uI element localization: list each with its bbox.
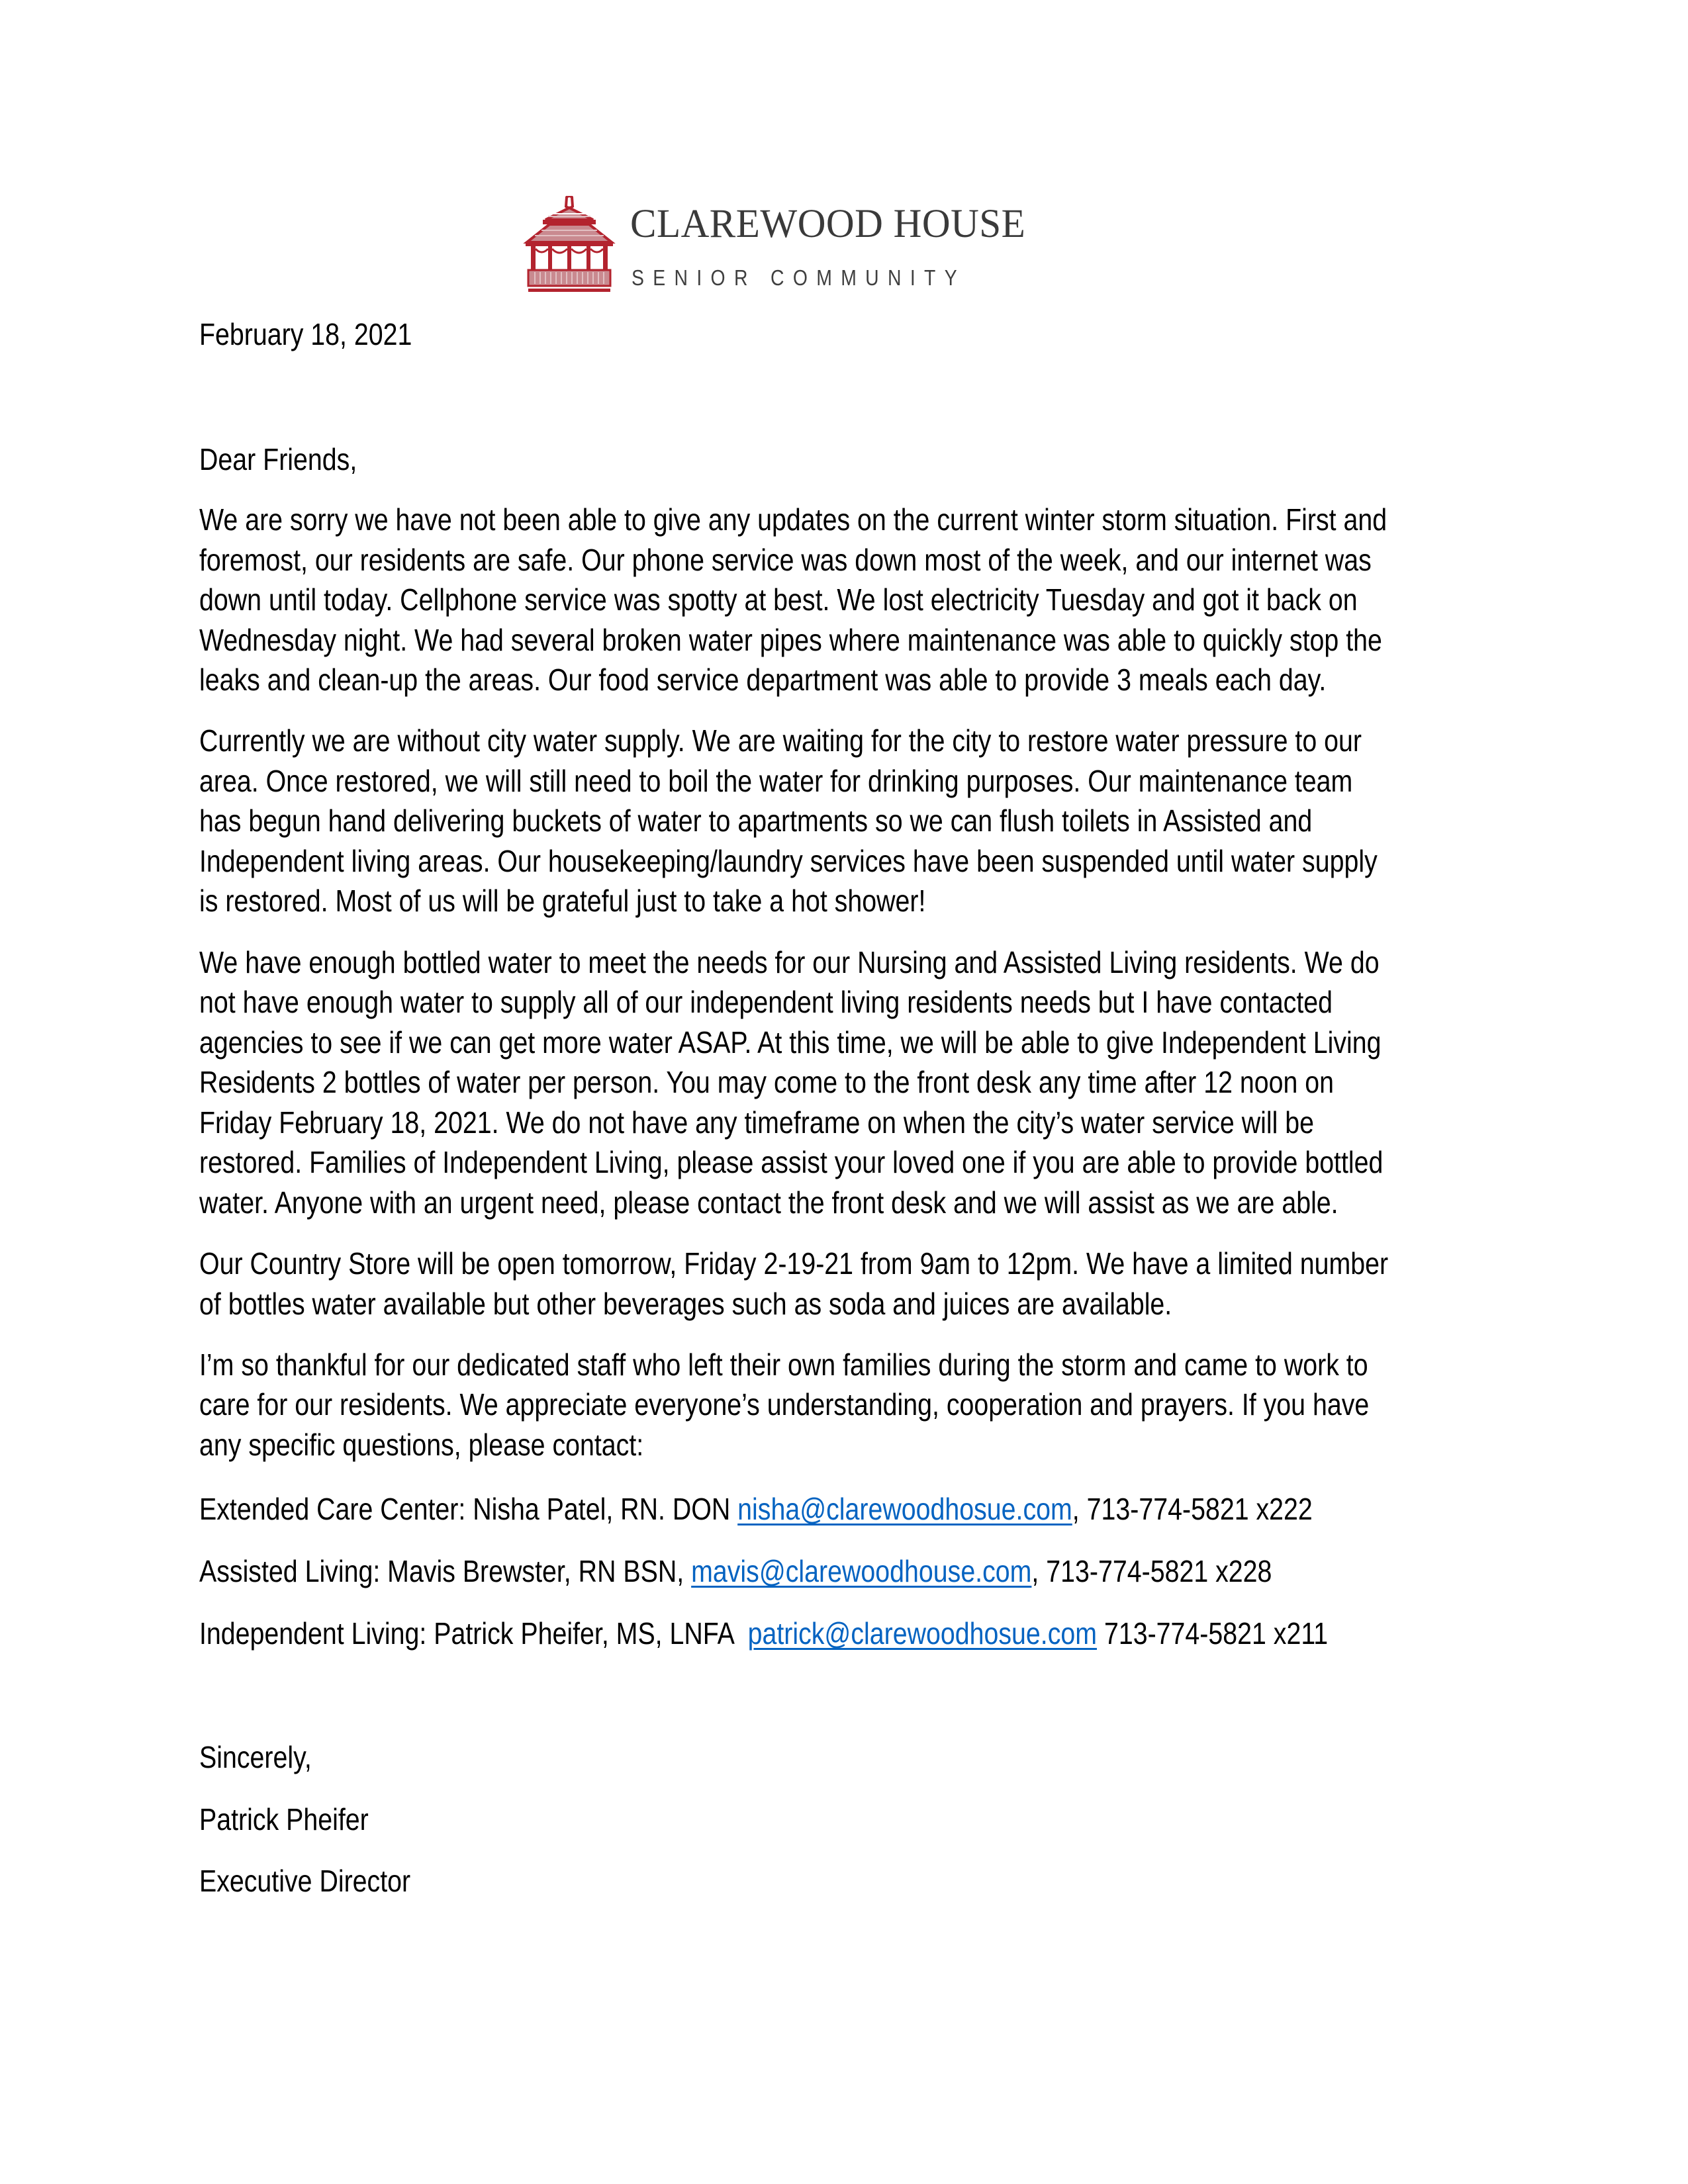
paragraph-line: water. Anyone with an urgent need, please contact the front desk and we will assist as we are able. xyxy=(199,1185,1338,1220)
letterhead xyxy=(523,196,1158,295)
email-link-mavis[interactable]: mavis@clarewoodhouse.com xyxy=(691,1554,1032,1588)
paragraph-line: Our Country Store will be open tomorrow, Friday 2-19-21 from 9am to 12pm. We have a limited number xyxy=(199,1246,1389,1281)
paragraph-line: Friday February 18, 2021. We do not have any timeframe on when the city’s water service will be xyxy=(199,1105,1314,1140)
brand-subtitle: SENIOR COMMUNITY xyxy=(632,265,966,290)
paragraph-line: foremost, our residents are safe. Our phone service was down most of the week, and our internet was xyxy=(199,543,1372,577)
paragraph-line: agencies to see if we can get more water ASAP. At this time, we will be able to give Independent Living xyxy=(199,1025,1382,1060)
contact-phone: 713-774-5821 x211 xyxy=(1097,1616,1329,1651)
paragraph-line: is restored. Most of us will be grateful just to take a hot shower! xyxy=(199,884,926,918)
contact-label: Independent Living: Patrick Pheifer, MS, LNFA xyxy=(199,1616,748,1651)
paragraph-line: Currently we are without city water supply. We are waiting for the city to restore water pressure to our xyxy=(199,723,1362,758)
paragraph-line: I’m so thankful for our dedicated staff who left their own families during the storm and came to work to xyxy=(199,1347,1368,1382)
paragraph-line: leaks and clean-up the areas. Our food service department was able to provide 3 meals each day. xyxy=(199,662,1327,697)
contact-phone: , 713-774-5821 x222 xyxy=(1072,1492,1313,1526)
paragraph-line: has begun hand delivering buckets of water to apartments so we can flush toilets in Assisted and xyxy=(199,803,1313,838)
contact-label: Extended Care Center: Nisha Patel, RN. DON xyxy=(199,1492,738,1526)
paragraph-line: area. Once restored, we will still need to boil the water for drinking purposes. Our maintenance team xyxy=(199,764,1353,798)
paragraph-line: Wednesday night. We had several broken water pipes where maintenance was able to quickly stop the xyxy=(199,623,1382,657)
email-link-nisha[interactable]: nisha@clarewoodhosue.com xyxy=(737,1492,1072,1526)
paragraph-line: Residents 2 bottles of water per person. You may come to the front desk any time after 12 noon on xyxy=(199,1065,1335,1099)
paragraph-line: not have enough water to supply all of our independent living residents needs but I have contacted xyxy=(199,985,1333,1019)
closing: Sincerely, xyxy=(199,1740,312,1774)
contact-assisted-living xyxy=(199,1551,1272,1591)
paragraph-line: any specific questions, please contact: xyxy=(199,1428,644,1462)
signer-title: Executive Director xyxy=(199,1864,411,1898)
contact-label: Assisted Living: Mavis Brewster, RN BSN, xyxy=(199,1554,692,1588)
contact-independent-living xyxy=(199,1614,1328,1653)
letter-date: February 18, 2021 xyxy=(199,317,412,351)
paragraph-line: Independent living areas. Our housekeeping/laundry services have been suspended until water supply xyxy=(199,844,1378,878)
paragraph-line: We have enough bottled water to meet the needs for our Nursing and Assisted Living residents. We do xyxy=(199,945,1380,979)
paragraph-line: restored. Families of Independent Living, please assist your loved one if you are able to provide bottled xyxy=(199,1145,1383,1179)
signer-name: Patrick Pheifer xyxy=(199,1802,369,1837)
paragraph-line: care for our residents. We appreciate everyone’s understanding, cooperation and prayers. If you have xyxy=(199,1387,1370,1422)
brand-name: CLAREWOOD HOUSE xyxy=(630,202,1026,246)
gazebo-icon xyxy=(523,196,616,293)
contact-extended-care xyxy=(199,1489,1313,1529)
salutation: Dear Friends, xyxy=(199,442,357,477)
paragraph-line: of bottles water available but other beverages such as soda and juices are available. xyxy=(199,1287,1172,1321)
paragraph-line: down until today. Cellphone service was spotty at best. We lost electricity Tuesday and got it back on xyxy=(199,582,1358,617)
email-link-patrick[interactable]: patrick@clarewoodhosue.com xyxy=(747,1616,1098,1651)
paragraph-line: We are sorry we have not been able to give any updates on the current winter storm situation. First and xyxy=(199,502,1387,537)
contact-phone: , 713-774-5821 x228 xyxy=(1031,1554,1272,1588)
